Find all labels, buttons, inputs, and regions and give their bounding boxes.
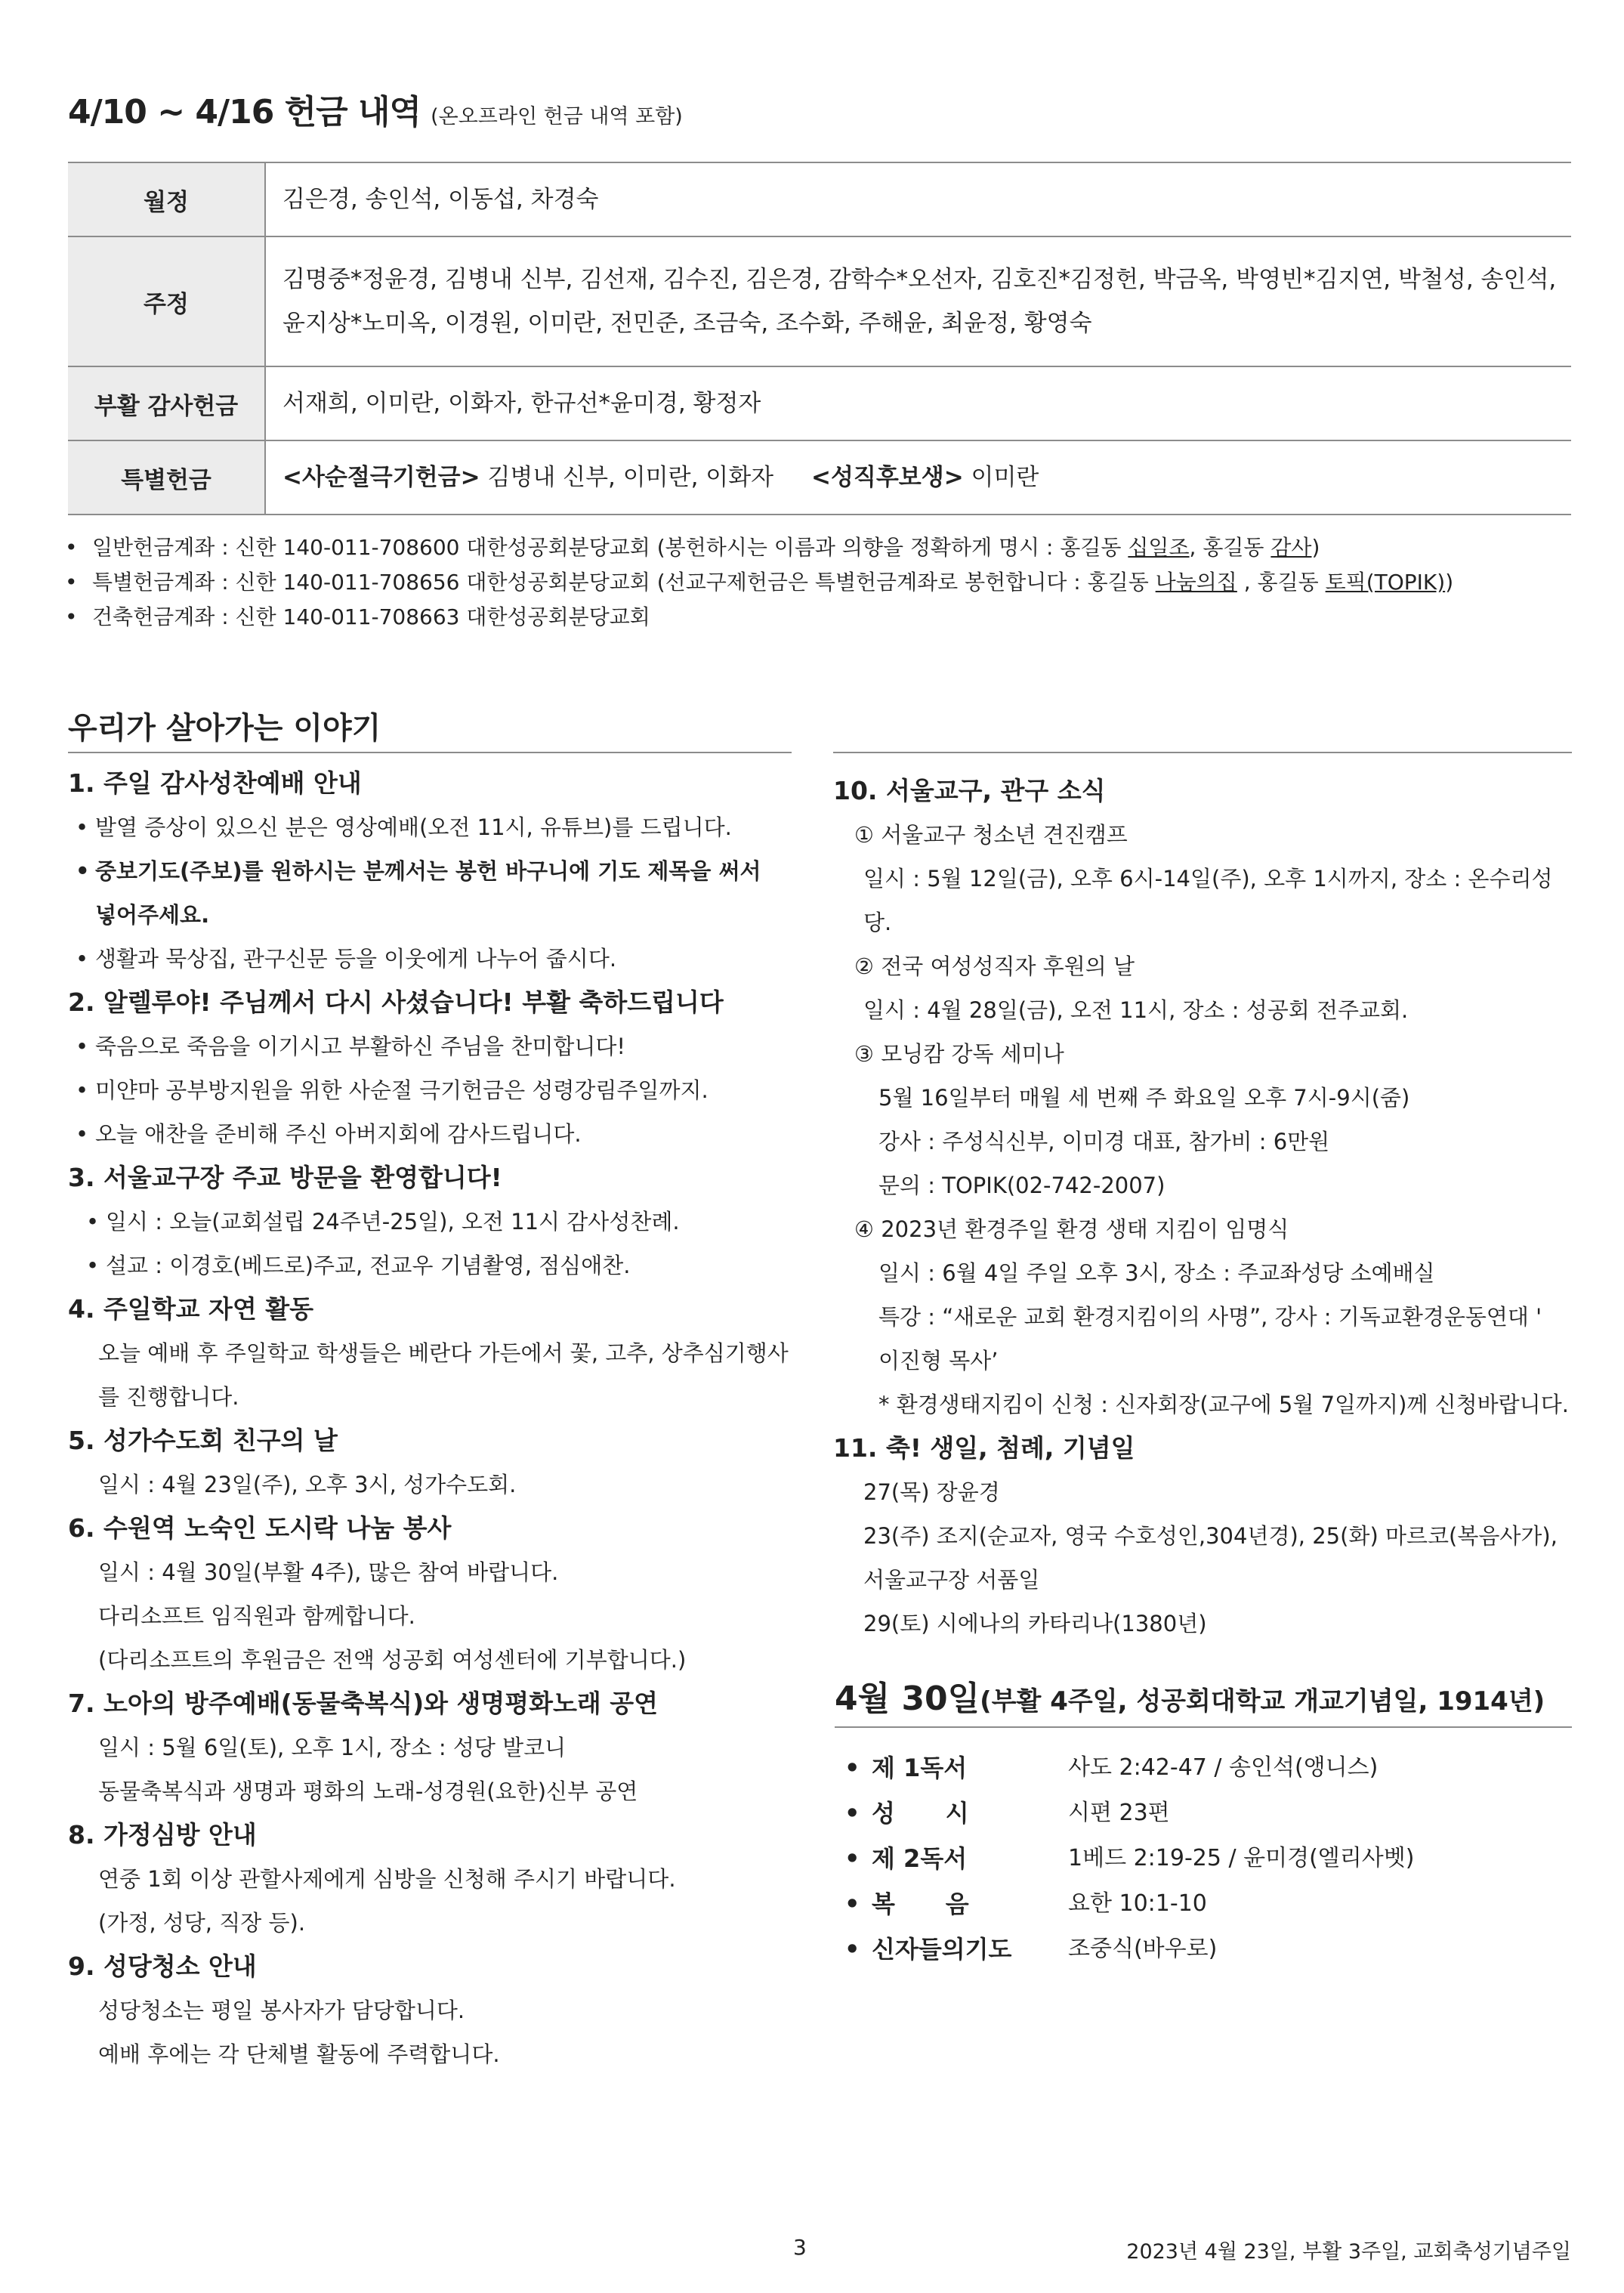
news-detail: 5월 16일부터 매월 세 번째 주 화요일 오후 7시-9시(줌)	[878, 1085, 1410, 1111]
section-divider	[833, 752, 1572, 753]
story-bullet: • 설교 : 이경호(베드로)주교, 전교우 기념촬영, 점심애찬.	[68, 1244, 801, 1287]
offering-label: 주정	[68, 236, 265, 366]
story-text: 동물축복식과 생명과 평화의 노래-성경원(요한)신부 공연	[98, 1778, 638, 1804]
bullet: •	[844, 1844, 860, 1873]
offering-names-line: 윤지상*노미옥, 이경원, 이미란, 전민준, 조금숙, 조수화, 주해윤, 최윤정, 황영숙	[283, 310, 1092, 337]
offering-label: 월정	[68, 162, 265, 236]
account-item: • 일반헌금계좌 : 신한 140-011-708600 대한성공회분당교회 (봉헌하시는 이름과 의향을 정확하게 명시 : 홍길동 십일조, 홍길동 감사)	[65, 530, 1576, 565]
ordinand-offering-names: 이미란	[971, 464, 1039, 491]
readings-date: 4월 30일	[835, 1680, 980, 1718]
story-bullet: • 생활과 묵상집, 관구신문 등을 이웃에게 나누어 줍시다.	[68, 937, 801, 981]
reading-value: 시편 23편	[1068, 1800, 1170, 1826]
reading-row	[844, 1881, 1570, 1927]
story-text: (가정, 성당, 직장 등).	[98, 1910, 306, 1936]
story-bullet: • 일시 : 오늘(교회설립 24주년-25일), 오전 11시 감사성찬례.	[68, 1200, 801, 1244]
story-text: 29(토) 시에나의 카타리나(1380년)	[863, 1611, 1207, 1636]
readings-occasion: (부활 4주일, 성공회대학교 개교기념일, 1914년)	[980, 1686, 1545, 1717]
story-title: 7. 노아의 방주예배(동물축복식)와 생명평화노래 공연	[68, 1689, 659, 1718]
story-title: 3. 서울교구장 주교 방문을 환영합니다!	[68, 1163, 502, 1192]
ordinand-offering-prefix: <성직후보생>	[810, 464, 964, 491]
story-text: 서울교구장 서품일	[863, 1567, 1040, 1593]
story-title: 4. 주일학교 자연 활동	[68, 1294, 313, 1324]
offering-names-line: 김명중*정윤경, 김병내 신부, 김선재, 김수진, 김은경, 감학수*오선자, 김호진*김정헌, 박금옥, 박영빈*김지연, 박철성, 송인석,	[283, 266, 1557, 293]
offering-title	[68, 85, 683, 133]
news-detail: 강사 : 주성식신부, 이미경 대표, 참가비 : 6만원	[878, 1129, 1330, 1154]
readings-title	[835, 1671, 1545, 1720]
bullet: •	[65, 570, 78, 595]
story-title: 8. 가정심방 안내	[68, 1820, 257, 1850]
story-text: 27(목) 장윤경	[863, 1479, 1000, 1505]
news-detail: 일시 : 4월 28일(금), 오전 11시, 장소 : 성공회 전주교회.	[863, 997, 1409, 1023]
offering-subtitle: (온오프라인 헌금 내역 포함)	[431, 105, 683, 128]
news-detail: 일시 : 6월 4일 주일 오후 3시, 장소 : 주교좌성당 소예배실	[878, 1260, 1435, 1286]
section-divider	[68, 752, 792, 753]
story-bullet: • 중보기도(주보)를 원하시는 분께서는 봉헌 바구니에 기도 제목을 써서 넣어주세요.	[68, 849, 801, 937]
lent-offering-prefix: <사순절극기헌금>	[283, 464, 480, 491]
news-detail: 특강 : “새로운 교회 환경지킴이의 사명”, 강사 : 기독교환경운동연대 '	[878, 1304, 1542, 1330]
reading-row	[844, 1927, 1570, 1972]
reading-value: 요한 10:1-10	[1068, 1890, 1207, 1917]
reading-label: 성 시	[872, 1799, 969, 1828]
story-text: (다리소프트의 후원금은 전액 성공회 여성센터에 기부합니다.)	[98, 1647, 687, 1673]
news-item: ① 서울교구 청소년 견진캠프	[854, 822, 1128, 848]
offering-row-easter	[68, 366, 1571, 440]
news-detail: 문의 : TOPIK(02-742-2007)	[878, 1173, 1166, 1198]
account-note-link[interactable]: 십일조	[1128, 535, 1190, 560]
news-detail: * 환경생태지킴이 신청 : 신자회장(교구에 5월 7일까지)께 신청바랍니다.	[878, 1392, 1569, 1417]
bullet: •	[65, 535, 78, 560]
story-title: 11. 축! 생일, 첨례, 기념일	[833, 1433, 1135, 1463]
story-text: 일시 : 5월 6일(토), 오후 1시, 장소 : 성당 발코니	[98, 1735, 567, 1760]
bullet: •	[844, 1754, 860, 1782]
account-item: • 특별헌금계좌 : 신한 140-011-708656 대한성공회분당교회 (선교구제헌금은 특별헌금계좌로 봉헌합니다 : 홍길동 나눔의집 , 홍길동 토픽(TOPIK))	[65, 565, 1576, 600]
offering-names: 서재희, 이미란, 이화자, 한규선*윤미경, 황정자	[265, 366, 1571, 440]
offering-label: 부활 감사헌금	[68, 366, 265, 440]
offering-title-main: 4/10 ~ 4/16 헌금 내역	[68, 93, 421, 131]
story-title: 2. 알렐루야! 주님께서 다시 사셨습니다! 부활 축하드립니다	[68, 987, 724, 1017]
offering-row-monthly	[68, 162, 1571, 236]
story-text: 일시 : 4월 23일(주), 오후 3시, 성가수도회.	[98, 1472, 517, 1497]
offering-label: 특별헌금	[68, 440, 265, 515]
news-detail: 일시 : 5월 12일(금), 오후 6시-14일(주), 오후 1시까지, 장소 : 온수리성당.	[863, 866, 1553, 935]
story-title: 9. 성당청소 안내	[68, 1952, 257, 1981]
offering-row-special	[68, 440, 1571, 515]
story-text: 오늘 예배 후 주일학교 학생들은 베란다 가든에서 꽃, 고추, 상추심기행사	[98, 1340, 789, 1366]
stories-right-column	[833, 769, 1577, 1646]
story-title: 1. 주일 감사성찬예배 안내	[68, 768, 362, 798]
account-item: • 건축헌금계좌 : 신한 140-011-708663 대한성공회분당교회	[65, 600, 1576, 635]
news-item: ④ 2023년 환경주일 환경 생태 지킴이 임명식	[854, 1216, 1289, 1242]
story-title: 5. 성가수도회 친구의 날	[68, 1426, 338, 1455]
bullet: •	[65, 604, 78, 629]
account-list	[65, 530, 1576, 635]
account-note-link[interactable]: 토픽(TOPIK)	[1325, 570, 1446, 595]
story-text: 예배 후에는 각 단체별 활동에 주력합니다.	[98, 2041, 500, 2067]
offering-table	[68, 162, 1571, 515]
story-bullet: • 미얀마 공부방지원을 위한 사순절 극기헌금은 성령강림주일까지.	[68, 1068, 801, 1112]
bullet: •	[844, 1890, 860, 1918]
reading-label: 신자들의기도	[872, 1935, 1012, 1964]
story-title: 6. 수원역 노숙인 도시락 나눔 봉사	[68, 1513, 452, 1543]
reading-value: 조중식(바우로)	[1068, 1936, 1218, 1962]
account-note-link[interactable]: 감사	[1270, 535, 1312, 560]
story-text: 연중 1회 이상 관할사제에게 심방을 신청해 주시기 바랍니다.	[98, 1866, 676, 1892]
news-item: ③ 모닝캄 강독 세미나	[854, 1041, 1064, 1067]
reading-row	[844, 1791, 1570, 1836]
reading-label: 복 음	[872, 1890, 969, 1918]
news-item: ② 전국 여성성직자 후원의 날	[854, 953, 1135, 979]
offering-row-weekly	[68, 236, 1571, 366]
reading-row	[844, 1836, 1570, 1881]
story-text: 23(주) 조지(순교자, 영국 수호성인,304년경), 25(화) 마르코(복음사가),	[863, 1523, 1558, 1549]
bullet: •	[844, 1799, 860, 1828]
story-bullet: • 죽음으로 죽음을 이기시고 부활하신 주님을 찬미합니다!	[68, 1024, 801, 1068]
story-text: 를 진행합니다.	[98, 1384, 239, 1410]
stories-heading: 우리가 살아가는 이야기	[68, 711, 381, 746]
offering-names: 김은경, 송인석, 이동섭, 차경숙	[265, 162, 1571, 236]
reading-row	[844, 1745, 1570, 1791]
story-text: 일시 : 4월 30일(부활 4주), 많은 참여 바랍니다.	[98, 1559, 559, 1585]
account-note-link[interactable]: 나눔의집	[1155, 570, 1237, 595]
reading-value: 사도 2:42-47 / 송인석(앵니스)	[1068, 1754, 1379, 1781]
page-number: 3	[793, 2235, 807, 2260]
story-bullet: • 오늘 애찬을 준비해 주신 아버지회에 감사드립니다.	[68, 1112, 801, 1156]
stories-left-column	[68, 762, 801, 2076]
news-detail: 이진형 목사’	[878, 1348, 999, 1374]
readings-list	[844, 1745, 1570, 1972]
story-bullet: • 발열 증상이 있으신 분은 영상예배(오전 11시, 유튜브)를 드립니다.	[68, 805, 801, 849]
story-title: 10. 서울교구, 관구 소식	[833, 776, 1106, 805]
story-text: 성당청소는 평일 봉사자가 담당합니다.	[98, 1998, 465, 2023]
footer-date: 2023년 4월 23일, 부활 3주일, 교회축성기념주일	[1126, 2240, 1571, 2264]
section-divider	[835, 1726, 1572, 1728]
reading-value: 1베드 2:19-25 / 윤미경(엘리사벳)	[1068, 1845, 1415, 1871]
lent-offering-names: 김병내 신부, 이미란, 이화자	[487, 464, 774, 491]
offering-names	[265, 236, 1571, 366]
reading-label: 제 2독서	[872, 1844, 968, 1873]
offering-names	[265, 440, 1571, 515]
story-text: 다리소프트 임직원과 함께합니다.	[98, 1603, 415, 1629]
reading-label: 제 1독서	[872, 1754, 968, 1782]
bullet: •	[844, 1935, 860, 1964]
